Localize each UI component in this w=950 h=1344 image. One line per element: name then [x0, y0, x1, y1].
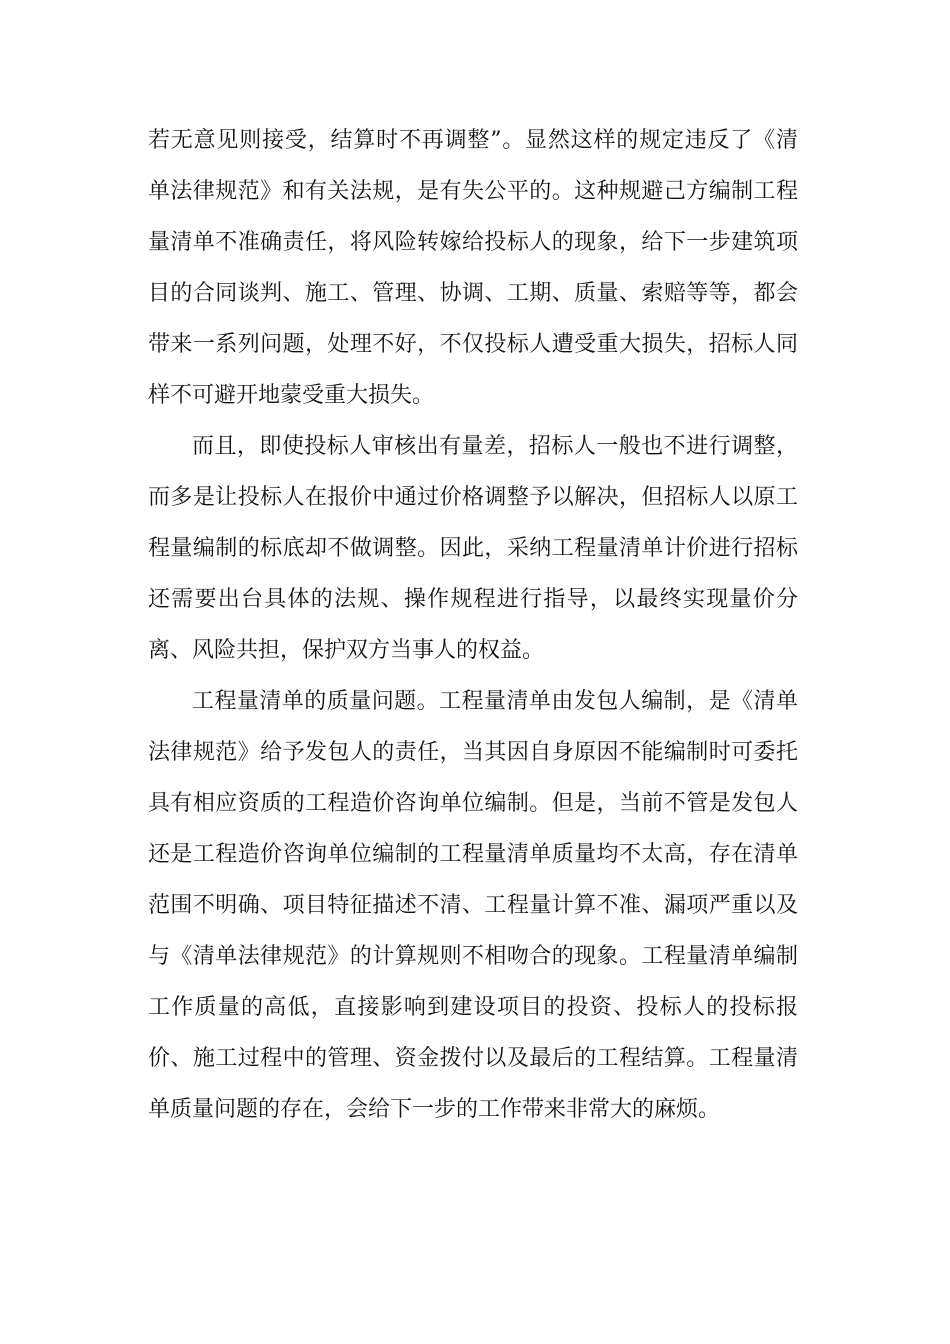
text-line: 量清单不准确责任，将风险转嫁给投标人的现象，给下一步建筑项 — [148, 230, 798, 255]
text-line: 样不可避开地蒙受重大损失。 — [148, 383, 435, 408]
text-line: 而多是让投标人在报价中通过价格调整予以解决，但招标人以原工 — [148, 485, 798, 510]
text-line: 单法律规范》和有关法规，是有失公平的。这种规避己方编制工程 — [148, 179, 798, 204]
text-line: 范围不明确、项目特征描述不清、工程量计算不准、漏项严重以及 — [148, 893, 798, 918]
text-line: 单质量问题的存在，会给下一步的工作带来非常大的麻烦。 — [148, 1097, 721, 1122]
text-line: 具有相应资质的工程造价咨询单位编制。但是，当前不管是发包人 — [148, 791, 798, 816]
text-line: 若无意见则接受，结算时不再调整”。显然这样的规定违反了《清 — [148, 128, 798, 153]
text-line: 目的合同谈判、施工、管理、协调、工期、质量、索赔等等，都会 — [148, 281, 798, 306]
text-line: 而且，即使投标人审核出有量差，招标人一般也不进行调整， — [192, 434, 798, 459]
text-line: 与《清单法律规范》的计算规则不相吻合的现象。工程量清单编制 — [148, 944, 798, 969]
text-line: 价、施工过程中的管理、资金拨付以及最后的工程结算。工程量清 — [148, 1046, 798, 1071]
text-line: 还需要出台具体的法规、操作规程进行指导，以最终实现量价分 — [148, 587, 798, 612]
text-line: 工程量清单的质量问题。工程量清单由发包人编制，是《清单 — [192, 689, 798, 714]
text-line: 法律规范》给予发包人的责任，当其因自身原因不能编制时可委托 — [148, 740, 798, 765]
text-line: 还是工程造价咨询单位编制的工程量清单质量均不太高，存在清单 — [148, 842, 798, 867]
text-line: 离、风险共担，保护双方当事人的权益。 — [148, 638, 545, 663]
text-line: 工作质量的高低，直接影响到建设项目的投资、投标人的投标报 — [148, 995, 798, 1020]
text-line: 程量编制的标底却不做调整。因此，采纳工程量清单计价进行招标 — [148, 536, 798, 561]
text-line: 带来一系列问题，处理不好，不仅投标人遭受重大损失，招标人同 — [148, 332, 798, 357]
body-text — [148, 115, 798, 1135]
